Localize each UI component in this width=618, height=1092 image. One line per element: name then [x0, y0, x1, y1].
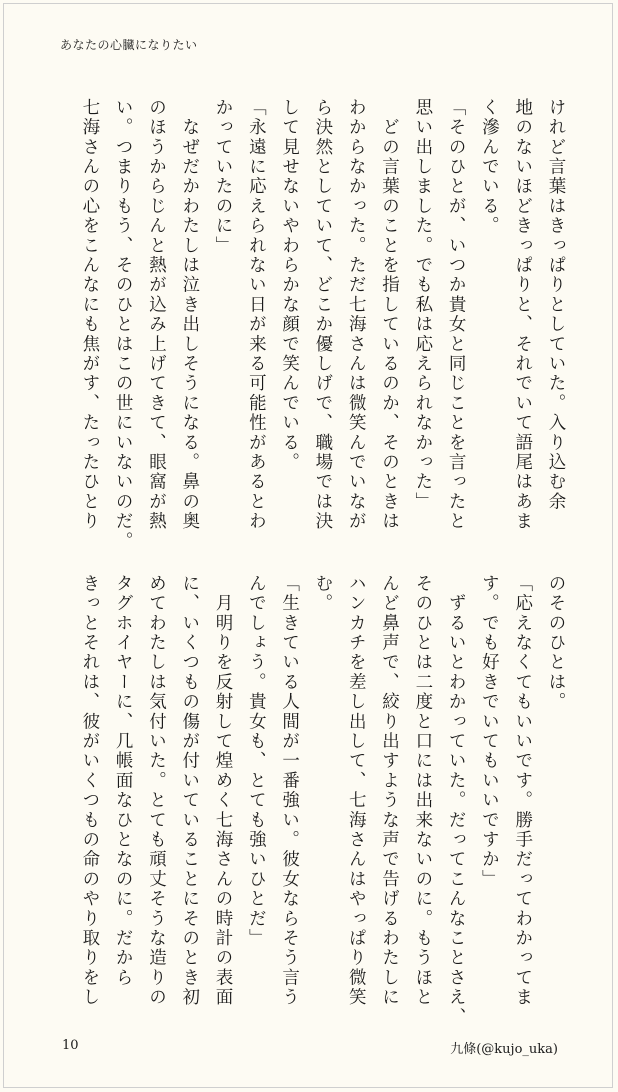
text-line: 月明りを反射して煌めく七海さんの時計の表面: [213, 574, 234, 1008]
text-line: ハンカチを差し出して、七海さんはやっぱり微笑: [346, 574, 367, 1008]
text-line: す。でも好きでいてもいいですか」: [479, 574, 500, 890]
text-line: ら決然としていて、どこか優しげで、職場では決: [312, 98, 333, 532]
text-line: に、いくつもの傷が付いていることにそのとき初: [179, 574, 200, 1008]
text-line: 「そのひとが、いつか貴女と同じことを言ったと: [446, 98, 467, 532]
text-line: い。つまりもう、そのひとはこの世にいないのだ。: [113, 98, 134, 552]
text-line: んでしょう。貴女も、とても強いひとだ」: [246, 574, 267, 949]
text-line: のそのひとは。: [546, 574, 566, 712]
text-line: 地のないほどきっぱりと、それでいて語尾はあま: [512, 98, 533, 532]
text-line: 「生きている人間が一番強い。彼女ならそう言う: [279, 574, 300, 1008]
text-line: タグホイヤーに、几帳面なひとなのに。だから: [113, 574, 134, 988]
text-line: めてわたしは気付いた。とても頑丈そうな造りの: [146, 574, 167, 1008]
text-line: なぜだかわたしは泣き出しそうになる。鼻の奥: [179, 98, 200, 532]
text-line: 「永遠に応えられない日が来る可能性があるとわ: [246, 98, 267, 532]
text-line: どの言葉のことを指しているのか、そのときは: [379, 98, 400, 532]
text-line: 思い出しました。でも私は応えられなかった」: [412, 98, 433, 512]
text-line: けれど言葉はきっぱりとしていた。入り込む余: [546, 98, 566, 512]
text-line: わからなかった。ただ七海さんは微笑んでいなが: [346, 98, 367, 532]
text-line: む。: [312, 574, 333, 614]
text-line: きっとそれは、彼がいくつもの命のやり取りをし: [79, 574, 100, 1008]
text-line: そのひとは二度と口には出来ないのに。もうほと: [412, 574, 433, 1008]
text-line: して見せないやわらかな顔で笑んでいる。: [279, 98, 300, 473]
text-line: かっていたのに」: [213, 98, 234, 256]
text-line: 「応えなくてもいいです。勝手だってわかってま: [512, 574, 533, 1008]
text-line: のほうからじんと熱が込み上げてきて、眼窩が熱: [146, 98, 167, 532]
text-line: ずるいとわかっていた。だってこんなことさえ、: [446, 574, 467, 1028]
text-line: んど鼻声で、絞り出すような声で告げるわたしに: [379, 574, 400, 1008]
author-credit: 九條(@kujo_uka): [450, 1042, 558, 1057]
text-line: く滲んでいる。: [479, 98, 500, 236]
page-number: 10: [62, 1038, 79, 1053]
page-title: あなたの心臓になりたい: [60, 38, 198, 52]
text-line: 七海さんの心をこんなにも焦がす、たったひとり: [79, 98, 100, 532]
lower-text-block: [73, 574, 572, 1028]
upper-text-block: [73, 98, 572, 552]
